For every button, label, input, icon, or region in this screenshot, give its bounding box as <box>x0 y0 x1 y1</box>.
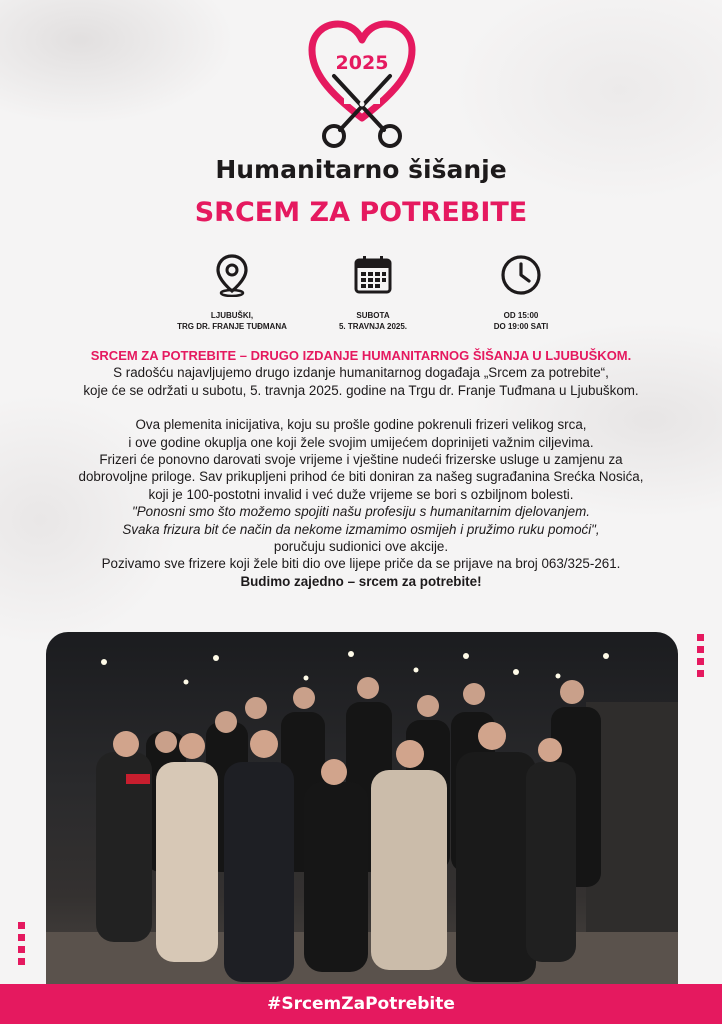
article-body <box>20 347 702 590</box>
quote-line: "Ponosni smo što možemo spojiti našu profesiju s humanitarnim djelovanjem. <box>131 504 590 520</box>
clock-icon <box>500 253 540 297</box>
group-photo-image <box>46 632 678 984</box>
paragraph-line: Ova plemenita inicijativa, koju su prošle godine pokrenuli frizeri velikog srca, <box>135 417 587 433</box>
heart-scissors-icon <box>308 20 416 150</box>
quote-line: Svaka frizura bit će način da nekome izmamimo osmijeh i pružimo ruku pomoći", <box>122 521 600 537</box>
article-headline: SRCEM ZA POTREBITE – DRUGO IZDANJE HUMANITARNOG ŠIŠANJA U LJUBUŠKOM. <box>90 348 632 363</box>
paragraph-line: dobrovoljne priloge. Sav prikupljeni prihod će biti doniran za našeg sugrađanina Srećka Nosića, <box>78 469 644 485</box>
info-time-line1: OD 15:00 <box>503 311 539 320</box>
calendar-icon <box>353 253 393 297</box>
paragraph-line: koji je 100-postotni invalid i već duže vrijeme se bori s ozbiljnom bolesti. <box>148 486 574 502</box>
paragraph-line: Frizeri će ponovno darovati svoje vrijeme i vještine nudeći frizerske usluge u zamjenu za <box>99 452 623 468</box>
event-logo <box>308 20 416 150</box>
closing-line: Budimo zajedno – srcem za potrebite! <box>240 573 482 589</box>
info-time-line2: DO 19:00 SATI <box>493 322 549 331</box>
location-pin-icon <box>212 253 252 297</box>
logo-year: 2025 <box>335 52 389 74</box>
decorative-dots <box>697 634 705 682</box>
info-date-line1: SUBOTA <box>356 311 390 320</box>
intro-line: koje će se održati u subotu, 5. travnja 2025. godine na Trgu dr. Franje Tuđmana u Ljubuškom. <box>83 382 639 398</box>
group-photo <box>46 632 678 984</box>
paragraph-line: i ove godine okuplja one koji žele svojim umijećem doprinijeti važnim ciljevima. <box>128 434 594 450</box>
page-title: Humanitarno šišanje <box>215 155 507 184</box>
invite-line: Pozivamo sve frizere koji žele biti dio ove lijepe priče da se prijave na broj 063/325-261. <box>101 556 621 572</box>
info-date-line2: 5. TRAVNJA 2025. <box>338 322 408 331</box>
info-time <box>431 310 611 332</box>
intro-line: S radošću najavljujemo drugo izdanje humanitarnog događaja „Srcem za potrebite“, <box>113 365 609 381</box>
info-location-line1: LJUBUŠKI, <box>210 311 254 320</box>
quote-attribution: poručuju sudionici ove akcije. <box>273 539 449 555</box>
info-location-line2: TRG DR. FRANJE TUĐMANA <box>177 322 287 331</box>
page-subtitle: SRCEM ZA POTREBITE <box>194 197 528 228</box>
hashtag-banner: #SrcemZaPotrebite <box>0 984 722 1024</box>
decorative-dots <box>18 922 26 970</box>
